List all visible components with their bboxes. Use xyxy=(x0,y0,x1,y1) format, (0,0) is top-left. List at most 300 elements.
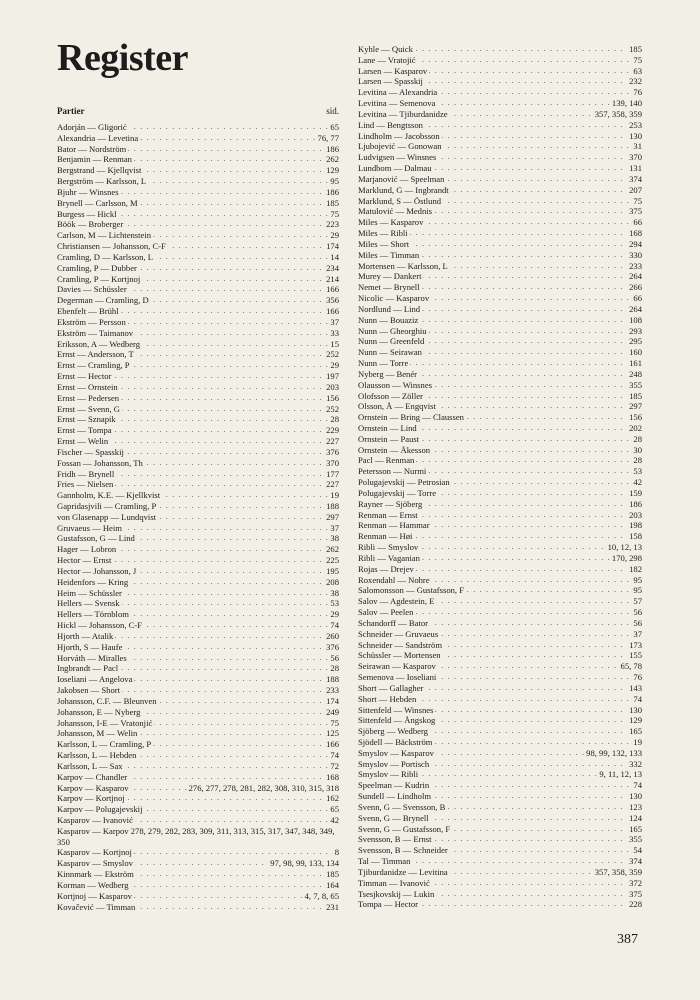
index-entry xyxy=(358,423,642,434)
page-reference: 355 xyxy=(629,834,642,845)
game-players: Karpov — Chandler xyxy=(57,771,128,782)
page-reference: 76 xyxy=(633,87,642,98)
game-players: Renman — Høi xyxy=(358,531,413,542)
page-reference: 74 xyxy=(633,780,642,791)
index-entry xyxy=(57,230,339,241)
game-players: Heidenfors — Kring xyxy=(57,576,129,587)
index-entry xyxy=(358,391,642,402)
index-entry xyxy=(358,834,642,845)
game-players: Levitina — Tjiburdanidze xyxy=(358,108,448,119)
index-entry xyxy=(57,414,339,425)
page-reference: 355 xyxy=(629,379,642,390)
index-entry xyxy=(57,533,339,544)
game-players: Schneider — Gruvaeus xyxy=(358,628,439,639)
game-players: Murey — Dankert xyxy=(358,271,422,282)
page-reference: 232 xyxy=(629,76,642,87)
page-reference: 143 xyxy=(629,682,642,693)
index-entry xyxy=(57,425,339,436)
game-players: Ernst — Hector xyxy=(57,371,112,382)
index-entry xyxy=(358,629,642,640)
game-players: Hector — Ernst xyxy=(57,555,112,566)
game-players: Ludvigsen — Winsnes xyxy=(358,152,437,163)
page-reference: 76, 77 xyxy=(317,132,339,143)
index-entry xyxy=(57,544,339,555)
index-entry xyxy=(57,772,339,783)
page-reference: 225 xyxy=(326,555,339,566)
index-entry xyxy=(358,650,642,661)
index-entry xyxy=(57,284,339,295)
index-entry xyxy=(358,726,642,737)
game-players: Gruvaeus — Heim xyxy=(57,522,122,533)
game-players: Bjuhr — Winsnes xyxy=(57,186,119,197)
page-reference: 164 xyxy=(326,879,339,890)
game-players: Hickl — Johansson, C-F xyxy=(57,620,142,631)
page-reference: 295 xyxy=(629,336,642,347)
game-players: Brynell — Carlsson, M xyxy=(57,197,138,208)
page-reference: 66 xyxy=(633,293,642,304)
page-column-label: sid. xyxy=(326,106,339,116)
index-entry xyxy=(358,455,642,466)
page-reference: 198 xyxy=(629,520,642,531)
game-players: Davies — Schüssler xyxy=(57,284,127,295)
page-reference: 158 xyxy=(629,531,642,542)
game-players: Kortjnoj — Kasparov xyxy=(57,890,132,901)
game-players: Ribli — Smyslov xyxy=(358,542,419,553)
index-entry xyxy=(358,347,642,358)
index-entry xyxy=(57,847,339,858)
index-entry xyxy=(57,804,339,815)
index-entry xyxy=(358,282,642,293)
index-entry xyxy=(57,144,339,155)
game-players: Rayner — Sjöberg xyxy=(358,498,423,509)
page-reference: 262 xyxy=(326,544,339,555)
index-entry xyxy=(57,566,339,577)
page-reference: 139, 140 xyxy=(611,98,642,109)
index-entry xyxy=(57,653,339,664)
index-entry xyxy=(358,196,642,207)
game-players: Sjöberg — Wedberg xyxy=(358,726,428,737)
page-reference: 19 xyxy=(633,737,642,747)
page-reference: 129 xyxy=(629,715,642,726)
index-entry xyxy=(57,577,339,588)
page-reference: 166 xyxy=(326,284,339,295)
game-players: Ingbrandt — Pacl xyxy=(57,663,119,674)
page-reference: 264 xyxy=(629,303,642,314)
index-entry xyxy=(358,109,642,120)
page-reference: 42 xyxy=(330,815,339,825)
page-reference: 37 xyxy=(330,522,339,533)
page-reference: 155 xyxy=(629,650,642,661)
game-players: Kasparov — Ivanović xyxy=(57,815,133,825)
index-entry xyxy=(358,401,642,412)
page-reference: 28 xyxy=(633,455,642,466)
page-reference: 8 xyxy=(334,847,339,858)
page-reference: 37 xyxy=(330,316,339,327)
page-reference: 357, 358, 359 xyxy=(594,108,642,119)
game-players: Kasparov — Karpov 278, 279, 282, 283, 309, 311, 313, 315, 317, 347, 348, 349, 350 xyxy=(57,825,335,847)
index-entry xyxy=(57,393,339,404)
page-reference: 332 xyxy=(629,758,642,769)
page-reference: 170, 298 xyxy=(611,552,642,563)
index-entry xyxy=(358,791,642,802)
page-reference: 130 xyxy=(629,791,642,802)
game-players: Kasparov — Kortjnoj xyxy=(57,847,132,858)
page-reference: 330 xyxy=(629,249,642,260)
index-entry xyxy=(358,640,642,651)
game-players: Tal — Timman xyxy=(358,856,411,867)
page-reference: 129 xyxy=(326,165,339,176)
game-players: Ornstein — Bring — Claussen xyxy=(358,412,464,423)
page-reference: 168 xyxy=(629,228,642,239)
index-entry xyxy=(358,76,642,87)
game-players: Timman — Ivanović xyxy=(358,877,430,888)
page-reference: 14 xyxy=(330,251,339,262)
game-players: Hjorth — Atalik xyxy=(57,630,114,641)
page-reference: 186 xyxy=(629,498,642,509)
index-entry xyxy=(57,436,339,447)
page-reference: 95 xyxy=(633,585,642,596)
index-entry xyxy=(358,206,642,217)
page-reference: 95 xyxy=(633,574,642,585)
index-entry xyxy=(358,228,642,239)
index-entry xyxy=(358,141,642,152)
page-reference: 293 xyxy=(629,325,642,336)
game-players: Kasparov — Smyslov xyxy=(57,858,133,869)
page-reference: 28 xyxy=(633,433,642,444)
game-players: Renman — Ernst xyxy=(358,509,418,520)
page-reference: 297 xyxy=(326,511,339,522)
page-reference: 294 xyxy=(629,238,642,249)
index-entry xyxy=(57,620,339,631)
game-players: Johansson, C.F. — Bleunven xyxy=(57,695,157,706)
index-entry xyxy=(57,317,339,328)
page-reference: 248 xyxy=(629,368,642,379)
index-entry xyxy=(358,66,642,77)
game-players: Sittenfeld — Ångskog xyxy=(358,715,436,726)
page-reference: 188 xyxy=(326,674,339,685)
index-entry xyxy=(57,306,339,317)
index-entry xyxy=(57,328,339,339)
index-entry xyxy=(57,523,339,534)
section-label: Partier xyxy=(57,106,85,116)
game-players: Hager — Lobron xyxy=(57,544,117,555)
game-players: Nicolic — Kasparov xyxy=(358,293,430,304)
game-players: Ernst — Sznapik xyxy=(57,414,116,425)
game-players: Polugajevskij — Petrosian xyxy=(358,477,450,488)
index-entry xyxy=(358,488,642,499)
game-players: Smyslov — Portisch xyxy=(358,758,430,769)
index-entry xyxy=(358,55,642,66)
game-players: Svenn, G — Brynell xyxy=(358,812,429,823)
index-entry xyxy=(57,219,339,230)
game-players: Horváth — Miralles xyxy=(57,652,127,663)
game-players: Nunn — Bouaziz xyxy=(358,314,419,325)
page-reference: 65 xyxy=(330,122,339,132)
game-players: Korman — Wedberg xyxy=(57,879,129,890)
page-reference: 174 xyxy=(326,241,339,252)
page-reference: 186 xyxy=(326,186,339,197)
game-players: Levitina — Alexandria xyxy=(358,87,438,98)
index-column-right xyxy=(358,44,642,910)
page-reference: 63 xyxy=(633,65,642,76)
page-reference: 374 xyxy=(629,856,642,867)
index-entry xyxy=(358,499,642,510)
game-players: Hellers — Svensk xyxy=(57,598,120,609)
game-players: Svensson, B — Ernst xyxy=(358,834,432,845)
game-players: Lundbom — Dalmau xyxy=(358,163,432,174)
game-players: Matulović — Mednis xyxy=(358,206,432,217)
index-entry xyxy=(57,739,339,750)
page-reference: 168 xyxy=(326,771,339,782)
game-players: Böök — Broberger xyxy=(57,219,124,230)
page-reference: 75 xyxy=(633,195,642,206)
index-entry xyxy=(358,358,642,369)
game-players: Marklund, G — Ingbrandt xyxy=(358,184,449,195)
game-players: Cramling, P — Kortjnoj xyxy=(57,273,141,284)
page-reference: 161 xyxy=(629,358,642,369)
index-entry xyxy=(358,553,642,564)
game-players: Lane — Vratojić xyxy=(358,54,416,65)
index-entry xyxy=(57,295,339,306)
index-entry xyxy=(57,382,339,393)
page-reference: 376 xyxy=(326,641,339,652)
game-players: Svensson, B — Schneider xyxy=(358,845,448,856)
game-players: Karpov — Polugajevskij xyxy=(57,804,143,815)
page-reference: 75 xyxy=(633,54,642,65)
page-reference: 74 xyxy=(330,620,339,631)
game-players: Sittenfeld — Winsnes xyxy=(358,704,434,715)
page-reference: 375 xyxy=(629,888,642,899)
page-reference: 376 xyxy=(326,446,339,457)
game-players: Bergstrand — Kjellqvist xyxy=(57,165,142,176)
game-players: Salov — Agdestein, E xyxy=(358,596,435,607)
page-reference: 98, 99, 132, 133 xyxy=(586,747,642,758)
game-players: Fries — Nielsen xyxy=(57,479,114,490)
game-players: Bergström — Karlsson, L xyxy=(57,176,147,187)
index-entry xyxy=(358,748,642,759)
page-reference: 56 xyxy=(330,652,339,663)
page-reference: 208 xyxy=(326,576,339,587)
game-players: Fischer — Spasskij xyxy=(57,446,124,457)
game-players: Tompa — Hector xyxy=(358,899,419,910)
page-reference: 19 xyxy=(330,490,339,501)
index-entry xyxy=(57,728,339,739)
page-reference: 54 xyxy=(633,845,642,856)
index-entry xyxy=(57,133,339,144)
page-reference: 173 xyxy=(629,639,642,650)
index-entry xyxy=(358,520,642,531)
page-reference: 65, 78 xyxy=(620,661,642,672)
game-players: Karlsson, L — Hebden xyxy=(57,750,137,761)
index-entry xyxy=(57,663,339,674)
page-reference: 228 xyxy=(629,899,642,910)
game-players: Ernst — Welin xyxy=(57,436,109,447)
game-players: Nunn — Seirawan xyxy=(358,347,422,358)
page-reference: 357, 358, 359 xyxy=(594,866,642,877)
page-reference: 297 xyxy=(629,401,642,412)
page-reference: 130 xyxy=(629,130,642,141)
index-entry xyxy=(358,672,642,683)
index-entry xyxy=(358,575,642,586)
index-entry xyxy=(358,44,642,55)
game-players: Alexandria — Levetina xyxy=(57,132,139,143)
page-reference: 108 xyxy=(629,314,642,325)
index-entry xyxy=(57,826,339,848)
page-number: 387 xyxy=(617,932,638,947)
game-players: Fridh — Brynell xyxy=(57,468,115,479)
page-reference: 156 xyxy=(629,412,642,423)
game-players: Kovačević — Timman xyxy=(57,901,136,912)
game-players: Salov — Peelen xyxy=(358,607,414,618)
game-players: Eriksson, A — Wedberg xyxy=(57,338,141,349)
game-players: Ornstein — Paust xyxy=(358,433,420,444)
game-players: Ernst — Cramling, P xyxy=(57,360,130,371)
game-players: Petersson — Nurmi xyxy=(358,466,427,477)
index-entry xyxy=(358,824,642,835)
index-entry xyxy=(57,176,339,187)
page-reference: 182 xyxy=(629,563,642,574)
page-reference: 202 xyxy=(629,422,642,433)
page-reference: 29 xyxy=(330,360,339,371)
game-players: Ljubojević — Gonowan xyxy=(358,141,442,152)
game-players: Fossan — Johansson, Th xyxy=(57,457,143,468)
index-entry xyxy=(57,501,339,512)
index-entry xyxy=(57,404,339,415)
page-reference: 30 xyxy=(633,444,642,455)
game-players: Hellers — Törnblom xyxy=(57,609,129,620)
game-players: Nemet — Brynell xyxy=(358,282,420,293)
game-players: Polugajevskij — Torre xyxy=(358,487,437,498)
index-entry xyxy=(358,477,642,488)
column-header xyxy=(57,106,339,122)
page-reference: 262 xyxy=(326,154,339,165)
index-entry xyxy=(358,510,642,521)
page-reference: 227 xyxy=(326,436,339,447)
game-players: Svenn, G — Svensson, B xyxy=(358,801,446,812)
game-players: Salomonsson — Gustafsson, F xyxy=(358,585,464,596)
index-entry xyxy=(57,858,339,869)
index-entry xyxy=(57,902,339,913)
page-reference: 252 xyxy=(326,403,339,414)
index-entry xyxy=(57,371,339,382)
index-entry xyxy=(57,512,339,523)
page-reference: 15 xyxy=(330,338,339,349)
index-entry xyxy=(358,98,642,109)
page-reference: 185 xyxy=(629,44,642,54)
index-entry xyxy=(358,87,642,98)
game-players: Olsson, Å — Engqvist xyxy=(358,401,436,412)
game-players: Karpov — Kortjnoj xyxy=(57,793,125,804)
page-reference: 375 xyxy=(629,206,642,217)
index-entry xyxy=(57,642,339,653)
game-players: Karlsson, L — Sax xyxy=(57,760,123,771)
index-entry xyxy=(57,696,339,707)
game-players: Olofsson — Zöller xyxy=(358,390,423,401)
game-players: Short — Gallagher xyxy=(358,682,424,693)
page-reference: 233 xyxy=(629,260,642,271)
page-reference: 266 xyxy=(629,282,642,293)
index-entry xyxy=(358,694,642,705)
game-players: Miles — Short xyxy=(358,238,410,249)
index-entry xyxy=(57,209,339,220)
page-reference: 207 xyxy=(629,184,642,195)
index-entry xyxy=(57,598,339,609)
game-players: Tjiburdanidze — Levitina xyxy=(358,866,448,877)
index-entry xyxy=(57,674,339,685)
page-reference: 42 xyxy=(633,477,642,488)
game-players: Smyslov — Ribli xyxy=(358,769,419,780)
page-reference: 29 xyxy=(330,230,339,241)
index-entry xyxy=(358,250,642,261)
index-entry xyxy=(358,661,642,672)
game-players: Sundell — Lindholm xyxy=(358,791,432,802)
page-reference: 56 xyxy=(633,607,642,618)
index-entry xyxy=(358,152,642,163)
game-players: Hector — Johansson, J xyxy=(57,565,137,576)
game-players: Miles — Timman xyxy=(358,249,420,260)
index-entry xyxy=(358,185,642,196)
game-players: Svenn, G — Gustafsson, F xyxy=(358,823,451,834)
index-entry xyxy=(57,339,339,350)
index-entry xyxy=(358,607,642,618)
game-players: Smyslov — Kasparov xyxy=(358,747,434,758)
page-reference: 130 xyxy=(629,704,642,715)
index-entry xyxy=(57,891,339,902)
index-entry xyxy=(358,434,642,445)
index-entry xyxy=(358,802,642,813)
page-reference: 159 xyxy=(629,487,642,498)
game-players: von Glasenapp — Lundqvist xyxy=(57,511,157,522)
index-entry xyxy=(57,360,339,371)
index-entry xyxy=(358,412,642,423)
index-entry xyxy=(358,813,642,824)
index-entry xyxy=(358,336,642,347)
page-reference: 374 xyxy=(629,173,642,184)
game-players: Christiansen — Johansson, C-F xyxy=(57,241,166,252)
index-entry xyxy=(57,880,339,891)
page-reference: 33 xyxy=(330,327,339,338)
page-reference: 97, 98, 99, 133, 134 xyxy=(270,858,339,869)
game-players: Miles — Kasparov xyxy=(358,217,424,228)
game-players: Ioseliani — Angelova xyxy=(57,674,133,685)
page-reference: 174 xyxy=(326,695,339,706)
index-entry xyxy=(358,293,642,304)
game-players: Ekström — Taimanov xyxy=(57,327,134,338)
page-reference: 28 xyxy=(330,663,339,674)
page-reference: 231 xyxy=(326,901,339,912)
index-entry xyxy=(358,769,642,780)
page-reference: 4, 7, 8, 65 xyxy=(304,890,339,901)
page-reference: 185 xyxy=(629,390,642,401)
page-reference: 123 xyxy=(629,801,642,812)
game-players: Gustafsson, G — Lind xyxy=(57,533,135,544)
index-entry xyxy=(358,737,642,748)
game-players: Olausson — Winsnes xyxy=(358,379,432,390)
index-entry xyxy=(57,447,339,458)
index-entry xyxy=(358,369,642,380)
page-reference: 75 xyxy=(330,717,339,728)
page-reference: 185 xyxy=(326,197,339,208)
index-entry xyxy=(358,380,642,391)
page-reference: 28 xyxy=(330,414,339,425)
game-players: Larsen — Kasparov xyxy=(358,65,428,76)
game-players: Kinnmark — Ekström xyxy=(57,869,134,880)
index-entry xyxy=(57,869,339,880)
index-entry xyxy=(358,867,642,878)
index-entry xyxy=(57,761,339,772)
index-entry xyxy=(57,555,339,566)
index-entry xyxy=(358,131,642,142)
